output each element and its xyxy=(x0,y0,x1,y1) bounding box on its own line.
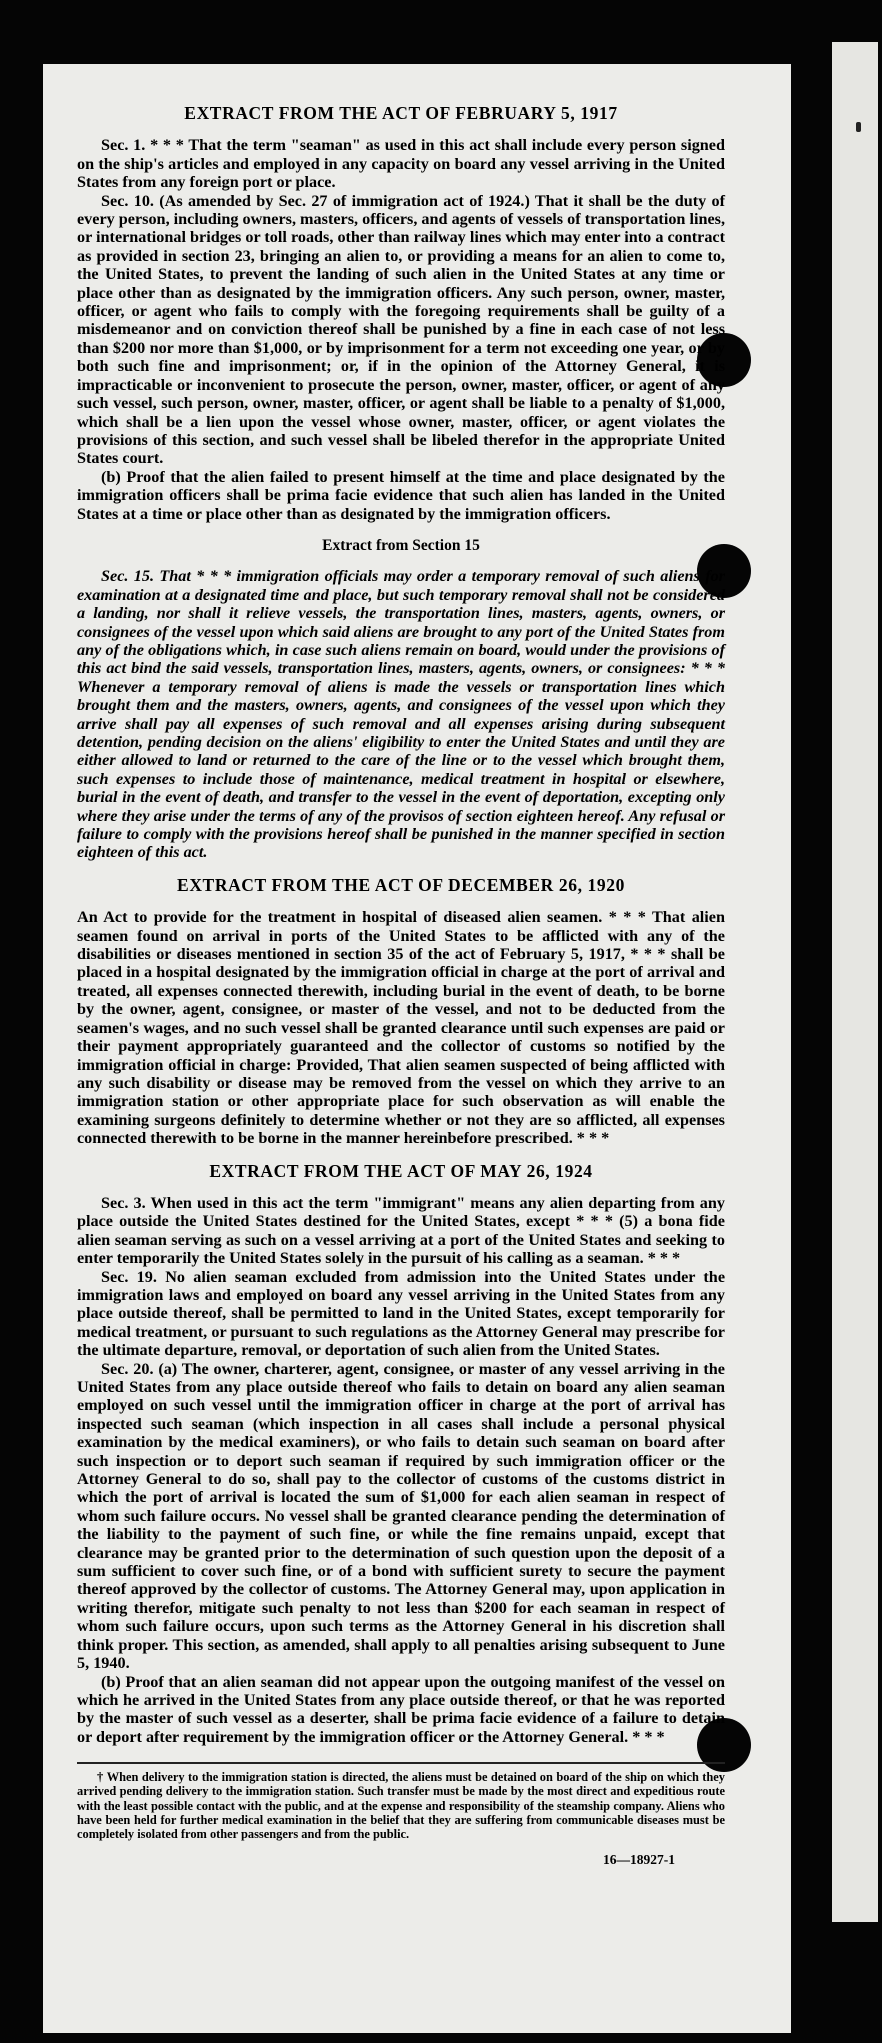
act-1920-paragraph: An Act to provide for the treatment in hospital of diseased alien seamen. * * * That alien seamen found on arrival in ports of the United States to be afflicted with any of the disabilities or diseases mentioned in section 35 of the act of February 5, 1917, * * * shall be placed in a hospital designated by the immigration official in charge at the port of arrival and treated, all expenses connected therewith, including burial in the event of death, to be borne by the owner, agent, consignee, or master of the vessel, and not to be deducted from the seamen's wages, and no such vessel shall be granted clearance until such expenses are paid or their payment appropriately guaranteed and the collector of customs so notified by the immigration official in charge: Provided, That alien seamen suspected of being afflicted with any such disability or disease may be removed from the vessel on which they arrive to an immigration station or other appropriate place for such observation as will enable the examining surgeons definitely to determine whether or not they are so afflicted, all expenses connected therewith to be borne in the manner hereinbefore prescribed. * * * xyxy=(77,908,725,1148)
section-1-paragraph: Sec. 1. * * * That the term "seaman" as used in this act shall include every person signed on the ship's articles and employed in any capacity on board any vessel arriving in the United States from any foreign port or place. xyxy=(77,136,725,192)
section-3-paragraph: Sec. 3. When used in this act the term "immigrant" means any alien departing from any place outside the United States destined for the United States, except * * * (5) a bona fide alien seaman serving as such on a vessel arriving at a port of the United States and seeking to enter temporarily the United States solely in the pursuit of his calling as a seaman. * * * xyxy=(77,1193,725,1268)
section-19-paragraph: Sec. 19. No alien seaman excluded from admission into the United States under the immigration laws and employed on board any vessel arriving in the United States from any place outside thereof, shall be permitted to land in the United States, except temporarily for medical treatment, or pursuant to such regulations as the Attorney General may prescribe for the ultimate departure, removal, or deportation of such alien from the United States. xyxy=(77,1267,725,1360)
section-15-paragraph: Sec. 15. That * * * immigration officials may order a temporary removal of such aliens for examination at a designated time and place, but such temporary removal shall not be considered a landing, nor shall it relieve vessels, the transportation lines, masters, agents, owners, or consignees of the vessel upon which said aliens are brought to any port of the United States from any of the obligations which, in case such aliens remain on board, would under the provisions of this act bind the said vessels, transportation lines, masters, agents, owners, or consignees: * * * Whenever a temporary removal of aliens is made the vessels or transportation lines which brought them and the masters, owners, agents, and consignees of the vessel upon which they arrive shall pay all expenses of such removal and all expenses arising during subsequent detention, pending decision on the aliens' eligibility to enter the United States and until they are either allowed to land or returned to the care of the line or to the vessel which brought them, such expenses to include those of maintenance, medical treatment in hospital or elsewhere, burial in the event of death, and transfer to the vessel in the event of deportation, excepting only where they arise under the terms of any of the provisos of section eighteen hereof. Any refusal or failure to comply with the provisions hereof shall be punished in the manner specified in section eighteen of this act. xyxy=(77,567,725,862)
edge-mark xyxy=(856,122,861,132)
document-content xyxy=(77,104,725,1870)
section-20b-paragraph: (b) Proof that an alien seaman did not appear upon the outgoing manifest of the vessel on which he arrived in the United States from any place outside thereof, or that he was reported by the master of such vessel as a deserter, shall be prima facie evidence of a failure to detain or deport after requirement by the immigration officer or the Attorney General. * * * xyxy=(77,1672,725,1746)
adjacent-page-edge xyxy=(832,42,878,1922)
section-act-1917 xyxy=(77,136,725,523)
heading-act-1917: EXTRACT FROM THE ACT OF FEBRUARY 5, 1917 xyxy=(184,103,618,123)
section-20a-paragraph: Sec. 20. (a) The owner, charterer, agent, consignee, or master of any vessel arriving in the United States from any place outside thereof who fails to detain on board any alien seaman employed on such vessel until the immigration officer in charge at the port of arrival has inspected such seaman (which inspection in all cases shall include a personal physical examination by the medical examiners), or who fails to detain such seaman on board after such inspection or to deport such seaman if required by such immigration officer or the Attorney General to do so, shall pay to the collector of customs of the customs district in which the port of arrival is located the sum of $1,000 for each alien seaman in respect of whom such failure occurs. No vessel shall be granted clearance pending the determination of the liability to the payment of such fine, or while the fine remains unpaid, except that clearance may be granted prior to the determination of such question upon the deposit of a sum sufficient to cover such fine, or of a bond with sufficient surety to secure the payment thereof approved by the collector of customs. The Attorney General may, upon application in writing therefor, mitigate such penalty to not less than $200 for each seaman in respect of whom such failure occurs, upon such terms as the Attorney General in his discretion shall think proper. This section, as amended, shall apply to all penalties arising subsequent to June 5, 1940. xyxy=(77,1359,725,1673)
section-act-1920 xyxy=(77,908,725,1147)
footnote: † When delivery to the immigration station is directed, the aliens must be detained on board of the ship on which they arrived pending delivery to the immigration station. Such transfer must be made by the most direct and expeditious route with the least possible contact with the public, and at the expense and responsibility of the steamship company. Aliens who have been held for further medical examination in the belief that they are suffering from communicable diseases must be completely isolated from other passengers and from the public. xyxy=(77,1770,725,1841)
form-number: 16—18927-1 xyxy=(603,1852,675,1868)
section-act-1924 xyxy=(77,1194,725,1746)
section-15 xyxy=(77,567,725,862)
section-10-paragraph: Sec. 10. (As amended by Sec. 27 of immigration act of 1924.) That it shall be the duty of every person, including owners, masters, officers, and agents of vessels of transportation lines, or international bridges or toll roads, other than railway lines which may enter into a contract as provided in section 23, bringing an alien to, or providing a means for an alien to come to, the United States, to prevent the landing of such alien in the United States at any time or place other than as designated by the immigration officers. Any such person, owner, master, officer, or agent who fails to comply with the foregoing requirements shall be guilty of a misdemeanor and on conviction thereof shall be punished by a fine in each case of not less than $200 nor more than $1,000, or by imprisonment for a term not exceeding one year, or by both such fine and imprisonment; or, if in the opinion of the Attorney General, it is impracticable or inconvenient to prosecute the person, owner, master, officer, or agent of any such vessel, such person, owner, master, officer, or agent shall be liable to a penalty of $1,000, which shall be a lien upon the vessel whose owner, master, officer, or agent violates the provisions of this section, and such vessel shall be libeled therefor in the appropriate United States court. xyxy=(77,191,725,468)
heading-act-1924: EXTRACT FROM THE ACT OF MAY 26, 1924 xyxy=(209,1160,593,1181)
subheading-section-15: Extract from Section 15 xyxy=(322,536,480,554)
heading-act-1920: EXTRACT FROM THE ACT OF DECEMBER 26, 1920 xyxy=(177,874,625,895)
section-10b-paragraph: (b) Proof that the alien failed to present himself at the time and place designated by the immigration officers shall be prima facie evidence that such alien has landed in the United States at a time or place other than as designated by the immigration officers. xyxy=(77,467,725,523)
footnote-divider xyxy=(77,1762,725,1764)
